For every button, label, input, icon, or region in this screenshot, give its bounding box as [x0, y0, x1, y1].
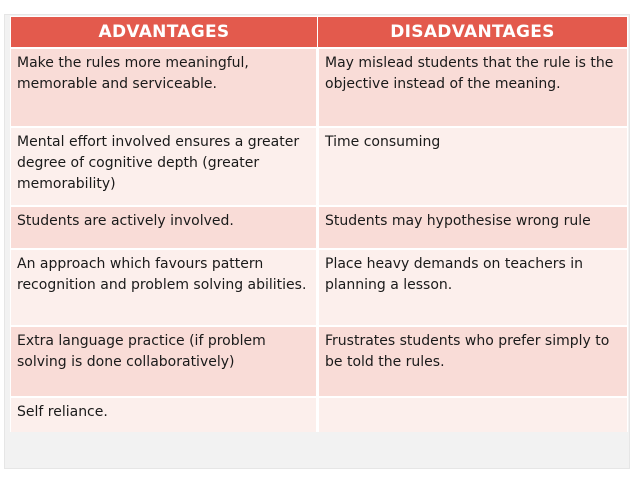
disadvantage-cell: May mislead students that the rule is the objective instead of the meaning. — [318, 48, 628, 127]
advantage-cell: Make the rules more meaningful, memorable and serviceable. — [11, 48, 318, 127]
advantage-cell: Students are actively involved. — [11, 206, 318, 249]
header-advantages: ADVANTAGES — [11, 17, 318, 49]
table-row — [11, 48, 628, 127]
advantage-cell: Extra language practice (if problem solving is done collaboratively) — [11, 326, 318, 397]
table-row — [11, 127, 628, 206]
table-row — [11, 206, 628, 249]
advantages-disadvantages-table — [10, 16, 628, 432]
disadvantage-cell: Place heavy demands on teachers in planning a lesson. — [318, 249, 628, 326]
header-disadvantages: DISADVANTAGES — [318, 17, 628, 49]
table-row — [11, 249, 628, 326]
disadvantage-cell — [318, 397, 628, 432]
advantage-cell: Mental effort involved ensures a greater degree of cognitive depth (greater memorability) — [11, 127, 318, 206]
disadvantage-cell: Frustrates students who prefer simply to be told the rules. — [318, 326, 628, 397]
disadvantage-cell: Students may hypothesise wrong rule — [318, 206, 628, 249]
table-row — [11, 326, 628, 397]
table-header-row — [11, 17, 628, 49]
advantage-cell: Self reliance. — [11, 397, 318, 432]
table-row — [11, 397, 628, 432]
advantage-cell: An approach which favours pattern recognition and problem solving abilities. — [11, 249, 318, 326]
disadvantage-cell: Time consuming — [318, 127, 628, 206]
